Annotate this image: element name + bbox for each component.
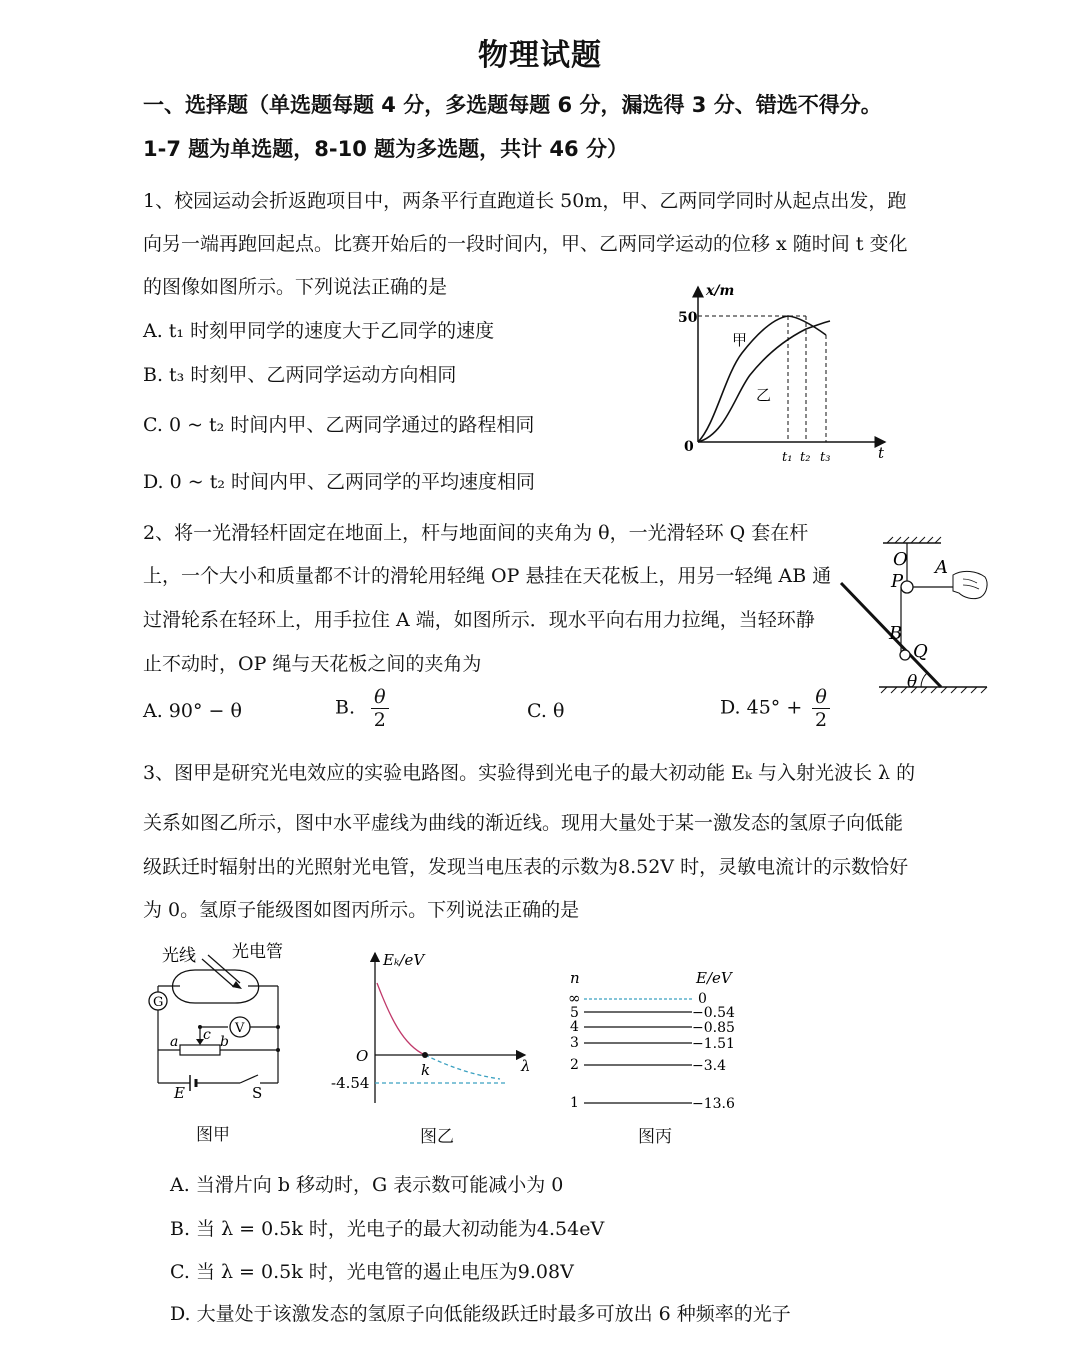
label-yi: 乙 — [756, 386, 772, 404]
q2-stem-line3: 过滑轮系在轻环上，用手拉住 A 端，如图所示．现水平向右用力拉绳，当轻环静 — [143, 609, 815, 631]
svg-text:−0.85: −0.85 — [692, 1020, 735, 1036]
label-jia: 甲 — [732, 331, 748, 349]
page-title: 物理试题 — [478, 38, 602, 73]
label-theta: θ — [907, 672, 918, 692]
label-a: A — [935, 557, 948, 578]
svg-text:S: S — [252, 1084, 263, 1102]
fig-bing-caption: 图丙 — [638, 1127, 672, 1147]
y-axis-label: x/m — [706, 283, 735, 299]
y-mark-50: 50 — [678, 310, 698, 326]
fraction-numerator: θ — [812, 686, 829, 709]
q2-option-b-prefix: B. — [335, 696, 356, 719]
section-header-line1: 一、选择题（单选题每题 4 分，多选题每题 6 分，漏选得 3 分、错选不得分。 — [143, 93, 882, 117]
q1-stem-line1: 1、校园运动会折返跑项目中，两条平行直跑道长 50m，甲、乙两同学同时从起点出发，跑 — [143, 190, 907, 212]
fraction-denominator: 2 — [373, 709, 386, 731]
q3-option-d: D. 大量处于该激发态的氢原子向低能级跃迁时最多可放出 6 种频率的光子 — [170, 1303, 791, 1325]
svg-text:E: E — [174, 1084, 185, 1102]
q2-option-b-fraction — [371, 686, 388, 731]
e-label: E/eV — [696, 969, 732, 987]
q2-option-d-fraction — [812, 686, 829, 731]
asymptote-value: -4.54 — [331, 1074, 370, 1092]
q1-stem-line2: 向另一端再跑回起点。比赛开始后的一段时间内，甲、乙两同学运动的位移 x 随时间 t 变化 — [143, 233, 908, 255]
label-b: B — [889, 623, 903, 644]
svg-text:3: 3 — [570, 1035, 579, 1051]
q3-option-b: B. 当 λ = 0.5k 时，光电子的最大初动能为4.54eV — [170, 1218, 605, 1240]
svg-text:2: 2 — [570, 1057, 579, 1073]
fig-jia-caption: 图甲 — [196, 1125, 230, 1145]
q3-stem-line3: 级跃迁时辐射出的光照射光电管，发现当电压表的示数为8.52V 时，灵敏电流计的示数恰好 — [143, 856, 909, 878]
svg-text:−1.51: −1.51 — [692, 1036, 735, 1052]
q1-option-c: C. 0 ~ t₂ 时间内甲、乙两同学通过的路程相同 — [143, 414, 535, 436]
fig-yi-graph — [325, 945, 540, 1110]
n-label: n — [570, 969, 580, 987]
q3-option-c: C. 当 λ = 0.5k 时，光电管的遏止电压为9.08V — [170, 1261, 574, 1283]
svg-text:G: G — [153, 995, 164, 1010]
t3-label: t₃ — [820, 450, 831, 465]
svg-text:V: V — [235, 1021, 245, 1036]
curve-yi — [698, 321, 830, 442]
x-axis-label: λ — [521, 1057, 531, 1075]
q1-option-d: D. 0 ~ t₂ 时间内甲、乙两同学的平均速度相同 — [143, 471, 536, 493]
label-o: O — [893, 549, 908, 570]
ceiling-hatch — [887, 537, 941, 543]
t2-label: t₂ — [800, 450, 811, 465]
k-label: k — [421, 1061, 431, 1079]
svg-text:c: c — [203, 1027, 211, 1043]
fig-yi-caption: 图乙 — [420, 1127, 454, 1147]
t1-label: t₁ — [782, 450, 793, 465]
ring-q — [900, 650, 910, 660]
fig-jia-circuit — [140, 935, 300, 1110]
rheostat — [180, 1045, 220, 1055]
fraction-denominator: 2 — [815, 709, 828, 731]
svg-text:1: 1 — [570, 1095, 579, 1111]
ek-curve-extension — [425, 1055, 500, 1079]
switch — [240, 1075, 258, 1083]
section-header-line2: 1-7 题为单选题，8-10 题为多选题，共计 46 分） — [143, 137, 628, 161]
svg-text:−13.6: −13.6 — [692, 1096, 735, 1112]
q2-stem-line4: 止不动时，OP 绳与天花板之间的夹角为 — [143, 653, 482, 675]
svg-text:b: b — [220, 1034, 229, 1050]
q3-stem-line2: 关系如图乙所示，图中水平虚线为曲线的渐近线。现用大量处于某一激发态的氢原子向低能 — [143, 812, 904, 834]
photocell-tube — [173, 970, 259, 1003]
q1-option-b: B. t₃ 时刻甲、乙两同学运动方向相同 — [143, 364, 457, 386]
q3-stem-line4: 为 0。氢原子能级图如图丙所示。下列说法正确的是 — [143, 899, 580, 921]
q1-stem-line3: 的图像如图所示。下列说法正确的是 — [143, 276, 448, 298]
q2-option-a: A. 90° − θ — [143, 700, 242, 722]
q2-pulley-figure — [835, 535, 995, 705]
svg-text:4: 4 — [570, 1019, 579, 1035]
q2-option-b — [335, 686, 389, 731]
ground-hatch — [881, 687, 987, 693]
svg-text:5: 5 — [570, 1005, 579, 1021]
svg-text:−0.54: −0.54 — [692, 1005, 735, 1021]
angle-arc — [921, 673, 927, 687]
svg-text:−3.4: −3.4 — [692, 1058, 726, 1074]
q2-stem-line1: 2、将一光滑轻杆固定在地面上，杆与地面间的夹角为 θ，一光滑轻环 Q 套在杆 — [143, 522, 809, 544]
svg-text:0: 0 — [698, 991, 707, 1007]
q1-xt-graph — [670, 275, 900, 470]
svg-text:∞: ∞ — [568, 989, 581, 1007]
q1-option-a: A. t₁ 时刻甲同学的速度大于乙同学的速度 — [143, 320, 495, 342]
y-axis-label: Eₖ/eV — [383, 951, 425, 969]
q3-stem-line1: 3、图甲是研究光电效应的实验电路图。实验得到光电子的最大初动能 Eₖ 与入射光波长 λ 的 — [143, 762, 916, 784]
origin-label: 0 — [684, 439, 694, 455]
light-label: 光线 — [162, 946, 196, 966]
origin-label: O — [356, 1047, 369, 1065]
q2-option-c: C. θ — [527, 700, 565, 722]
tube-label: 光电管 — [232, 942, 283, 962]
label-p: P — [891, 571, 904, 592]
svg-text:a: a — [170, 1034, 179, 1050]
hand-icon — [953, 571, 987, 598]
fig-bing-levels — [560, 965, 760, 1115]
label-q: Q — [913, 641, 928, 662]
q2-option-d — [720, 686, 830, 731]
fraction-numerator: θ — [371, 686, 388, 709]
ek-curve — [377, 983, 425, 1055]
point-k — [422, 1052, 428, 1058]
t-axis-label: t — [878, 444, 885, 462]
q2-stem-line2: 上，一个大小和质量都不计的滑轮用轻绳 OP 悬挂在天花板上，用另一轻绳 AB 通 — [143, 565, 832, 587]
curve-jia — [698, 316, 826, 442]
q3-option-a: A. 当滑片向 b 移动时，G 表示数可能减小为 0 — [170, 1174, 564, 1196]
q2-option-d-prefix: D. 45° + — [720, 696, 803, 719]
